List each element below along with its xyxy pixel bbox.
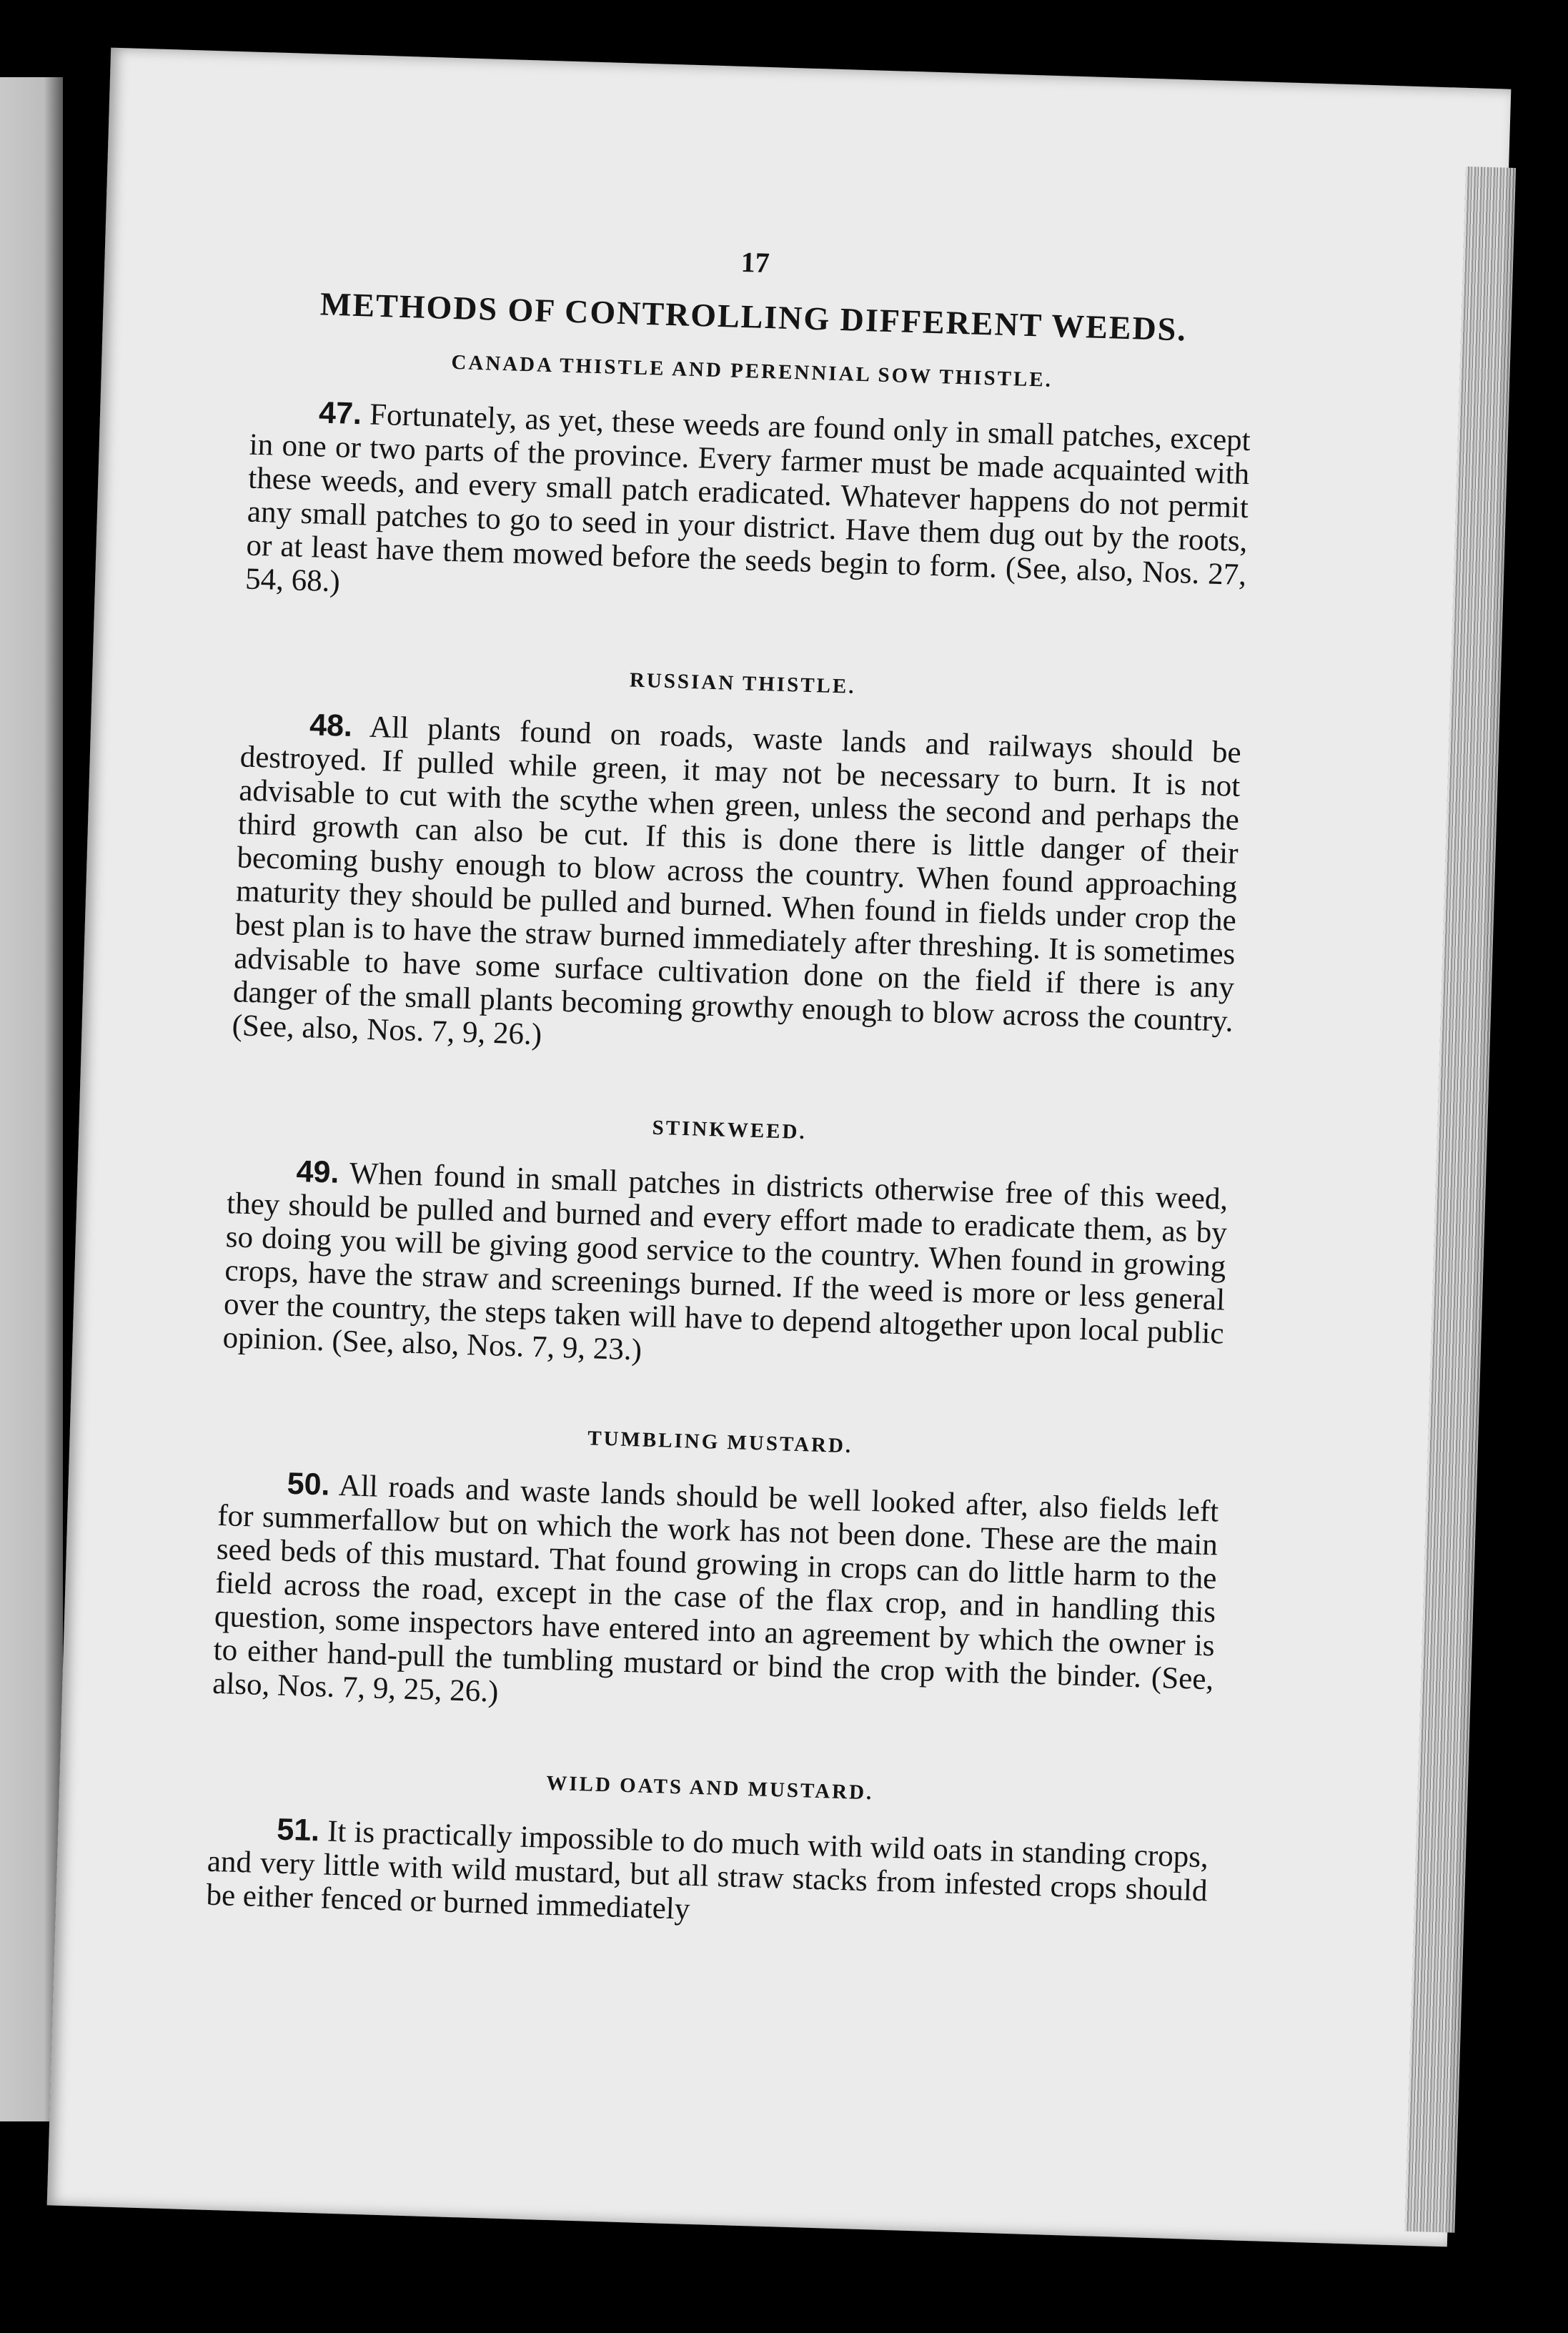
section-heading: STINKWEED. — [652, 1116, 808, 1144]
paragraph-text: All roads and waste lands should be well looked after, also fields left for summerfallow but on which the work has not been done. These are the main seed beds of this mustard. That found growing in crops can do little harm to the field across the road, except in the case of the flax crop, and in handling this question, some inspectors have entered into an agreement by which the owner is to either hand-pull the tumbling mustard or bind the crop with the binder. (See, also, Nos. 7, 9, 25, 26.) — [212, 1468, 1219, 1709]
paragraph-50 — [212, 1465, 1219, 1730]
section-heading: TUMBLING MUSTARD. — [587, 1427, 853, 1458]
paragraph-number: 47. — [318, 395, 362, 432]
page-number: 17 — [740, 245, 770, 279]
paragraph-number: 49. — [295, 1154, 340, 1190]
paragraph-number: 50. — [287, 1466, 331, 1502]
paragraph-text: When found in small patches in districts otherwise free of this weed, they should be pulled and burned and every effort made to eradicate them, as by so doing you will be giving good service to the country. When found in growing crops, have the straw and screenings burned. If the weed is more or less general over the country, the steps taken will have to depend altogether upon local public opinion. (See, also, Nos. 7, 9, 23.) — [222, 1156, 1229, 1367]
book-page — [47, 48, 1512, 2247]
section-wild-oats-mustard — [206, 1762, 1211, 1941]
paragraph-text: Fortunately, as yet, these weeds are found only in small patches, except in one or two parts of the province. Every farmer must be made acquainted with these weeds, and every small patch eradicated. Whatever happens do not permit any small patches to go to seed in your district. Have them dug out by the roots, or at least have them mowed before the seeds begin to form. (See, also, Nos. 27, 54, 68.) — [244, 397, 1251, 599]
text-block — [204, 231, 1256, 2003]
section-russian-thistle — [232, 657, 1243, 1071]
paragraph-text: It is practically impossible to do much with wild oats in standing crops, and very little with wild mustard, but all straw stacks from infested crops should be either fenced or burned immediately — [205, 1814, 1209, 1926]
paragraph-49 — [222, 1153, 1229, 1384]
page-edges — [1404, 167, 1516, 2233]
paragraph-number: 51. — [276, 1812, 320, 1848]
section-heading: CANADA THISTLE AND PERENNIAL SOW THISTLE. — [450, 350, 1053, 392]
paragraph-51 — [206, 1811, 1209, 1941]
section-heading: WILD OATS AND MUSTARD. — [545, 1771, 874, 1805]
section-heading: RUSSIAN THISTLE. — [629, 668, 856, 698]
section-stinkweed — [222, 1104, 1230, 1384]
left-facing-page — [0, 77, 63, 2121]
paragraph-number: 48. — [309, 708, 353, 744]
section-canada-thistle — [245, 345, 1253, 625]
paragraph-48 — [232, 706, 1241, 1071]
main-heading: METHODS OF CONTROLLING DIFFERENT WEEDS. — [319, 285, 1188, 348]
paragraph-text: All plants found on roads, waste lands and railways should be destroyed. If pulled while green, it may not be necessary to burn. It is not advisable to cut with the scythe when green, unless the second and perhaps the third growth can also be cut. If this is done there is little danger of their becoming bushy enough to blow across the country. When found approaching maturity they should be pulled and burned. When found in fields under crop the best plan is to have the straw burned immediately after threshing. It is sometimes advisable to have some surface cultivation done on the field if there is any danger of the small plants becoming growthy enough to blow across the country. (See, also, Nos. 7, 9, 26.) — [232, 710, 1242, 1052]
paragraph-47 — [245, 395, 1251, 625]
section-tumbling-mustard — [212, 1416, 1221, 1730]
